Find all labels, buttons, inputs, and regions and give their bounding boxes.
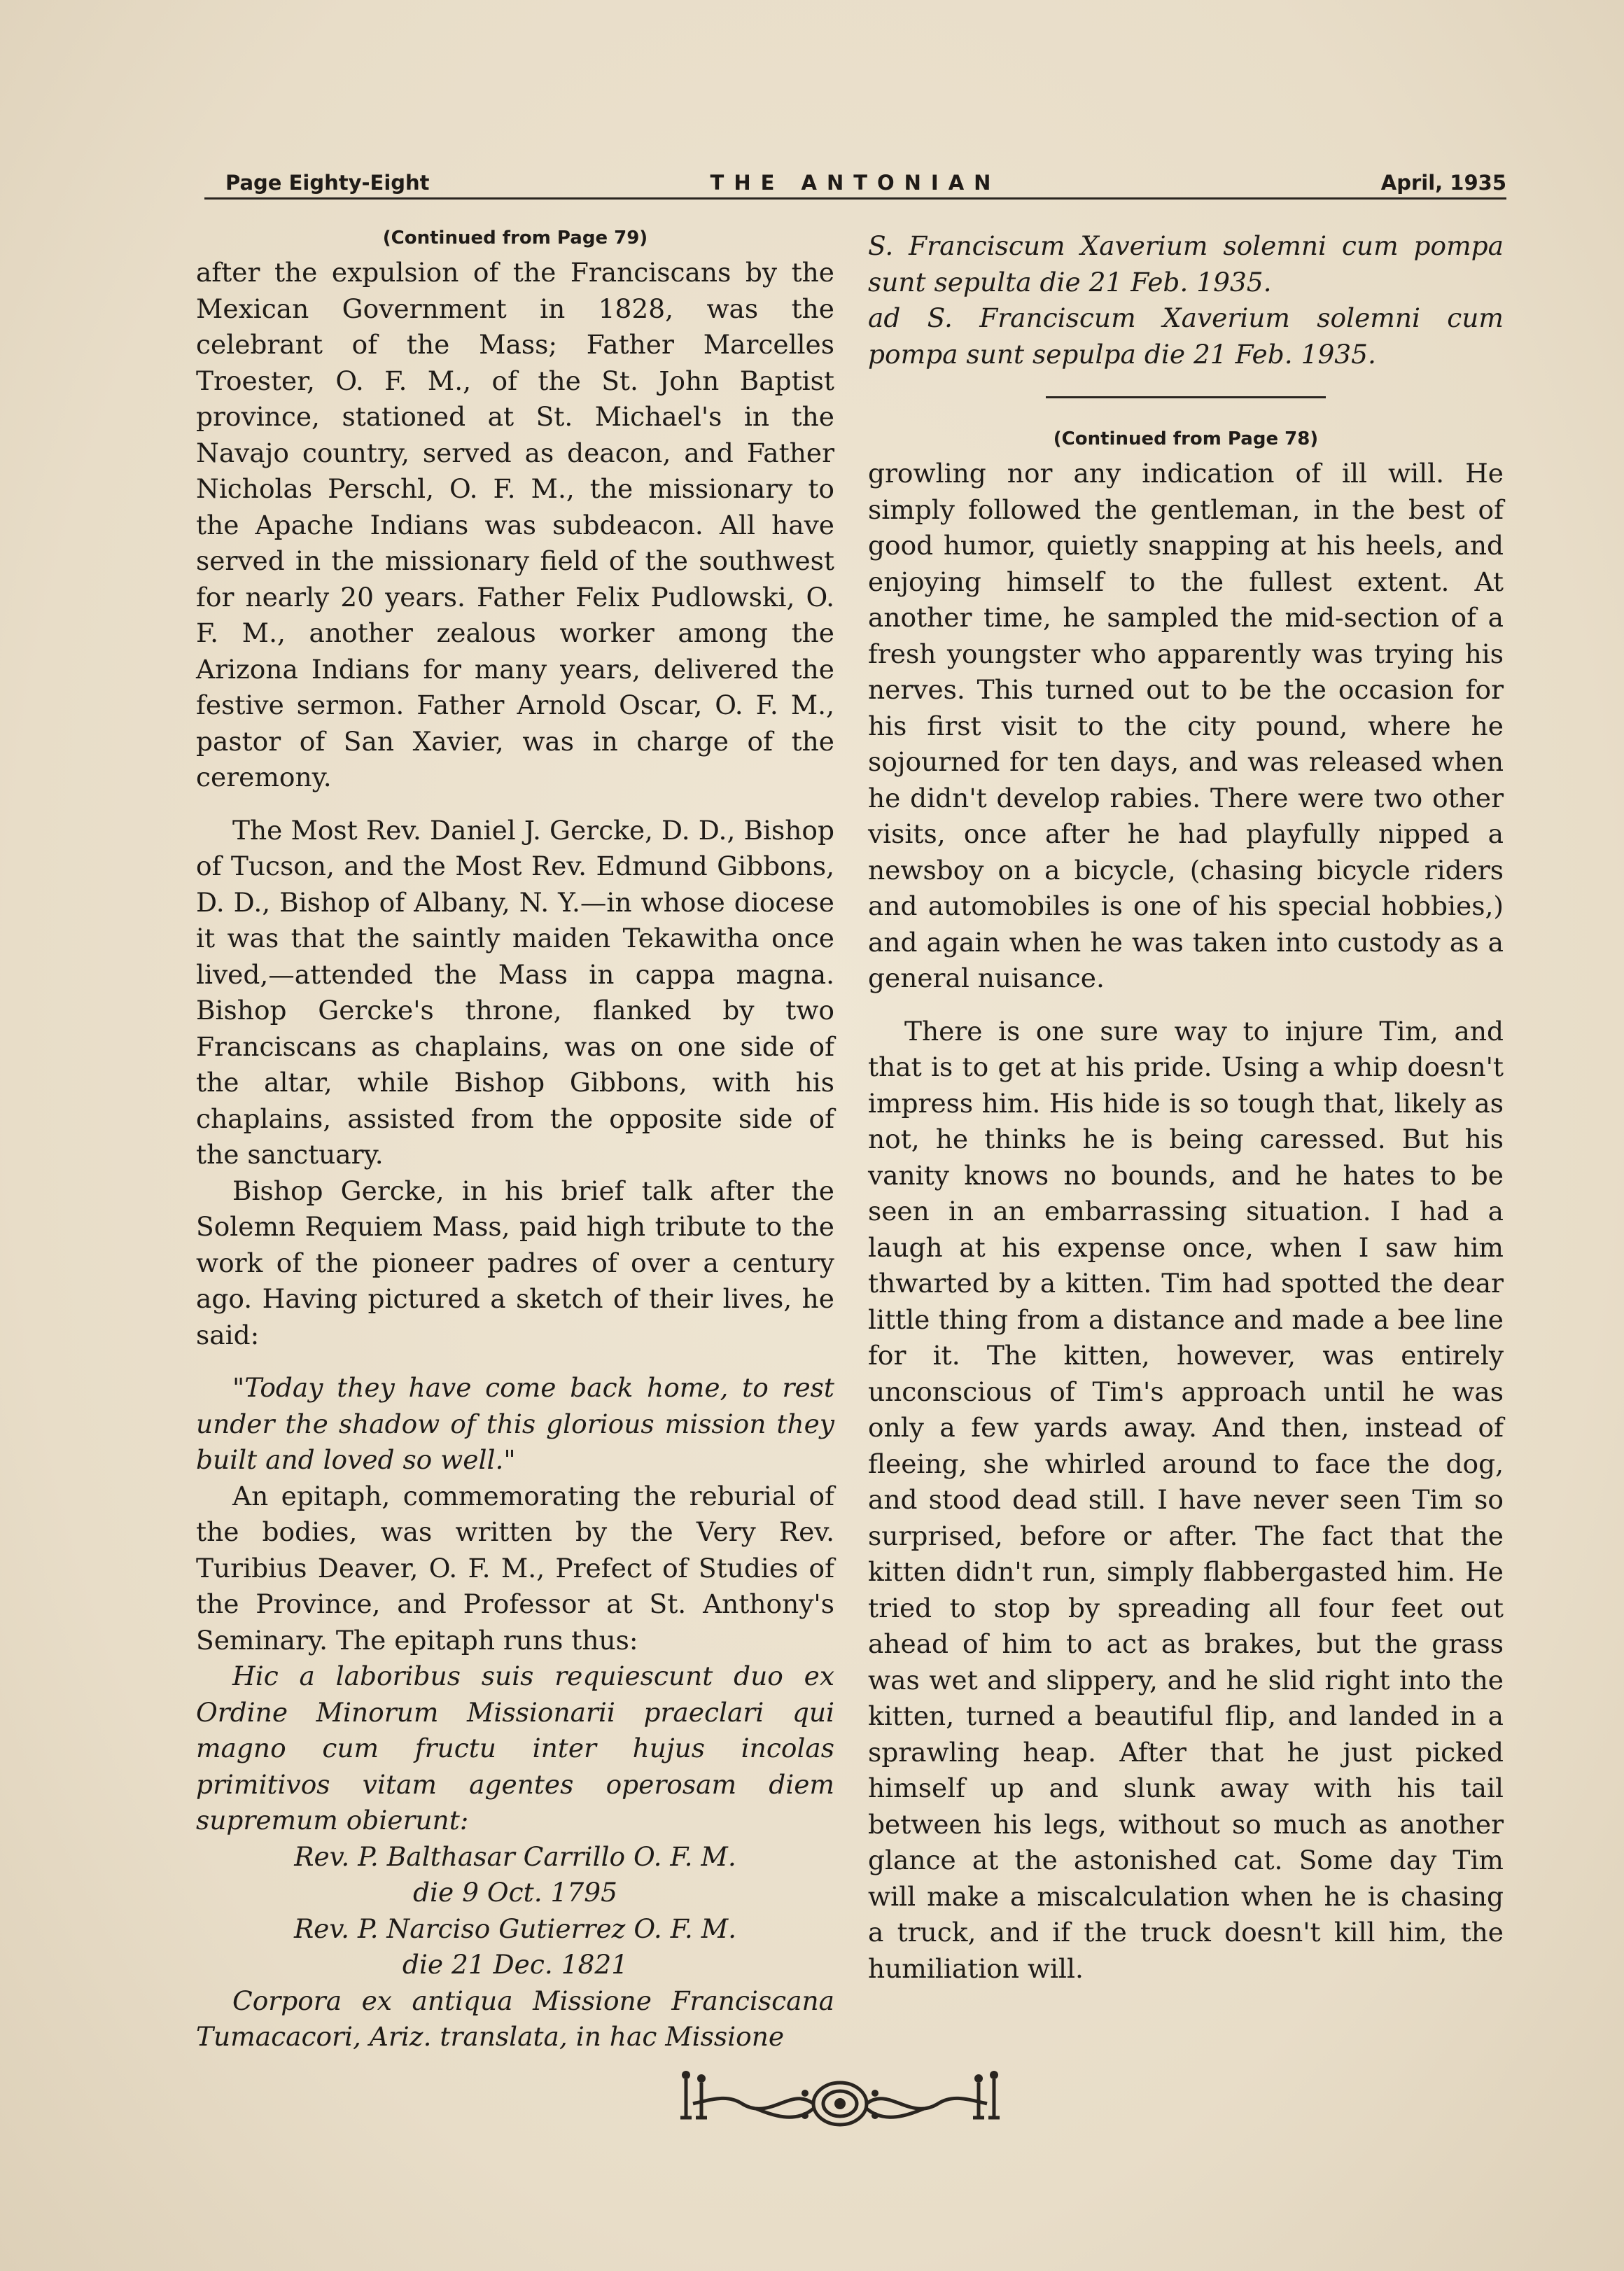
running-header (204, 171, 1506, 199)
epitaph-date: die 9 Oct. 1795 (413, 1877, 617, 1908)
paragraph: after the expulsion of the Franciscans by the Mexican Government in 1828, was the celebrant of the Mass; Father Marcelles Troester, O. F. M., of the St. John Baptist province, stationed at St. Michael's in the Navajo country, served as deacon, and Father Nicholas Perschl, O. F. M., the missionary to the Apache Indians was subdeacon. All have served in the missionary field of the southwest for nearly 20 years. Father Felix Pudlowski, O. F. M., another zealous worker among the Arizona Indians for many years, delivered the festive sermon. Father Arnold Oscar, O. F. M., pastor of San Xavier, was in charge of the ceremony. (196, 257, 834, 792)
right-column (868, 228, 1504, 1987)
ornament-icon (665, 2065, 1015, 2142)
latin-epitaph: Corpora ex antiqua Missione Franciscana Tumacacori, Ariz. translata, in hac Missione (196, 1985, 834, 2052)
latin-epitaph: ad S. Franciscum Xaverium solemni cum pompa sunt sepulpa die 21 Feb. 1935. (868, 302, 1504, 370)
latin-epitaph: Hic a laboribus suis requiescunt duo ex Ordine Minorum Missionarii praeclari qui magno cum fructu inter hujus incolas primitivos vitam agentes operosam diem supremum obierunt: (196, 1661, 834, 1836)
continued-note: (Continued from Page 79) (382, 228, 648, 249)
epitaph-name: Rev. P. Narciso Gutierrez O. F. M. (293, 1913, 737, 1944)
paragraph: The Most Rev. Daniel J. Gercke, D. D., Bishop of Tucson, and the Most Rev. Edmund Gibbons, D. D., Bishop of Albany, N. Y.—in whose diocese it was that the saintly maiden Tekawitha once lived,—attended the Mass in cappa magna. Bishop Gercke's throne, flanked by two Franciscans as chaplains, was on one side of the altar, while Bishop Gibbons, with his chaplains, assisted from the opposite side of the sanctuary. (196, 814, 834, 1170)
epitaph-date: die 21 Dec. 1821 (402, 1949, 629, 1980)
magazine-title: THE ANTONIAN (710, 171, 1001, 195)
issue-date: April, 1935 (1380, 171, 1506, 195)
page-number: Page Eighty-Eight (225, 171, 430, 195)
quotation: "Today they have come back home, to rest under the shadow of this glorious mission they built and loved so well." (196, 1372, 834, 1475)
left-column (196, 224, 834, 2055)
latin-epitaph: S. Franciscum Xaverium solemni cum pompa sunt sepulta die 21 Feb. 1935. (868, 230, 1504, 298)
paragraph: There is one sure way to injure Tim, and that is to get at his pride. Using a whip doesn't impress him. His hide is so tough that, likely as not, he thinks he is being caressed. But his vanity knows no bounds, and he hates to be seen in an embarrassing situation. I had a laugh at his expense once, when I saw him thwarted by a kitten. Tim had spotted the dear little thing from a distance and made a bee line for it. The kitten, however, was entirely unconscious of Tim's approach until he was only a few yards away. And then, instead of fleeing, she whirled around to face the dog, and stood dead still. I have never seen Tim so surprised, before or after. The fact that the kitten didn't run, simply flabbergasted him. He tried to stop by spreading all four feet out ahead of him to act as brakes, but the grass was wet and slippery, and he slid right into the kitten, turned a beautiful flip, and landed in a sprawling heap. After that he just picked himself up and slunk away with his tail between his legs, without so much as another glance at the astonished cat. Some day Tim will make a miscalculation when he is chasing a truck, and if the truck doesn't kill him, the humiliation will. (868, 1015, 1504, 1984)
section-divider (1046, 396, 1326, 398)
paragraph: An epitaph, commemorating the reburial of the bodies, was written by the Very Rev. Turibius Deaver, O. F. M., Prefect of Studies of the Province, and Professor at St. Anthony's Seminary. The epitaph runs thus: (196, 1480, 834, 1656)
continued-note: (Continued from Page 78) (1053, 428, 1319, 449)
paragraph: Bishop Gercke, in his brief talk after the Solemn Requiem Mass, paid high tribute to the work of the pioneer padres of over a century ago. Having pictured a sketch of their lives, he said: (196, 1175, 834, 1350)
header-rule (204, 197, 1506, 200)
paragraph: growling nor any indication of ill will. He simply followed the gentleman, in the best of good humor, quietly snapping at his heels, and enjoying himself to the fullest extent. At another time, he sampled the mid-section of a fresh youngster who apparently was trying his nerves. This turned out to be the occasion for his first visit to the city pound, where he sojourned for ten days, and was released when he didn't develop rabies. There were two other visits, once after he had playfully nipped a newsboy on a bicycle, (chasing bicycle riders and automobiles is one of his special hobbies,) and again when he was taken into custody as a general nuisance. (868, 458, 1504, 993)
epitaph-name: Rev. P. Balthasar Carrillo O. F. M. (294, 1840, 736, 1872)
